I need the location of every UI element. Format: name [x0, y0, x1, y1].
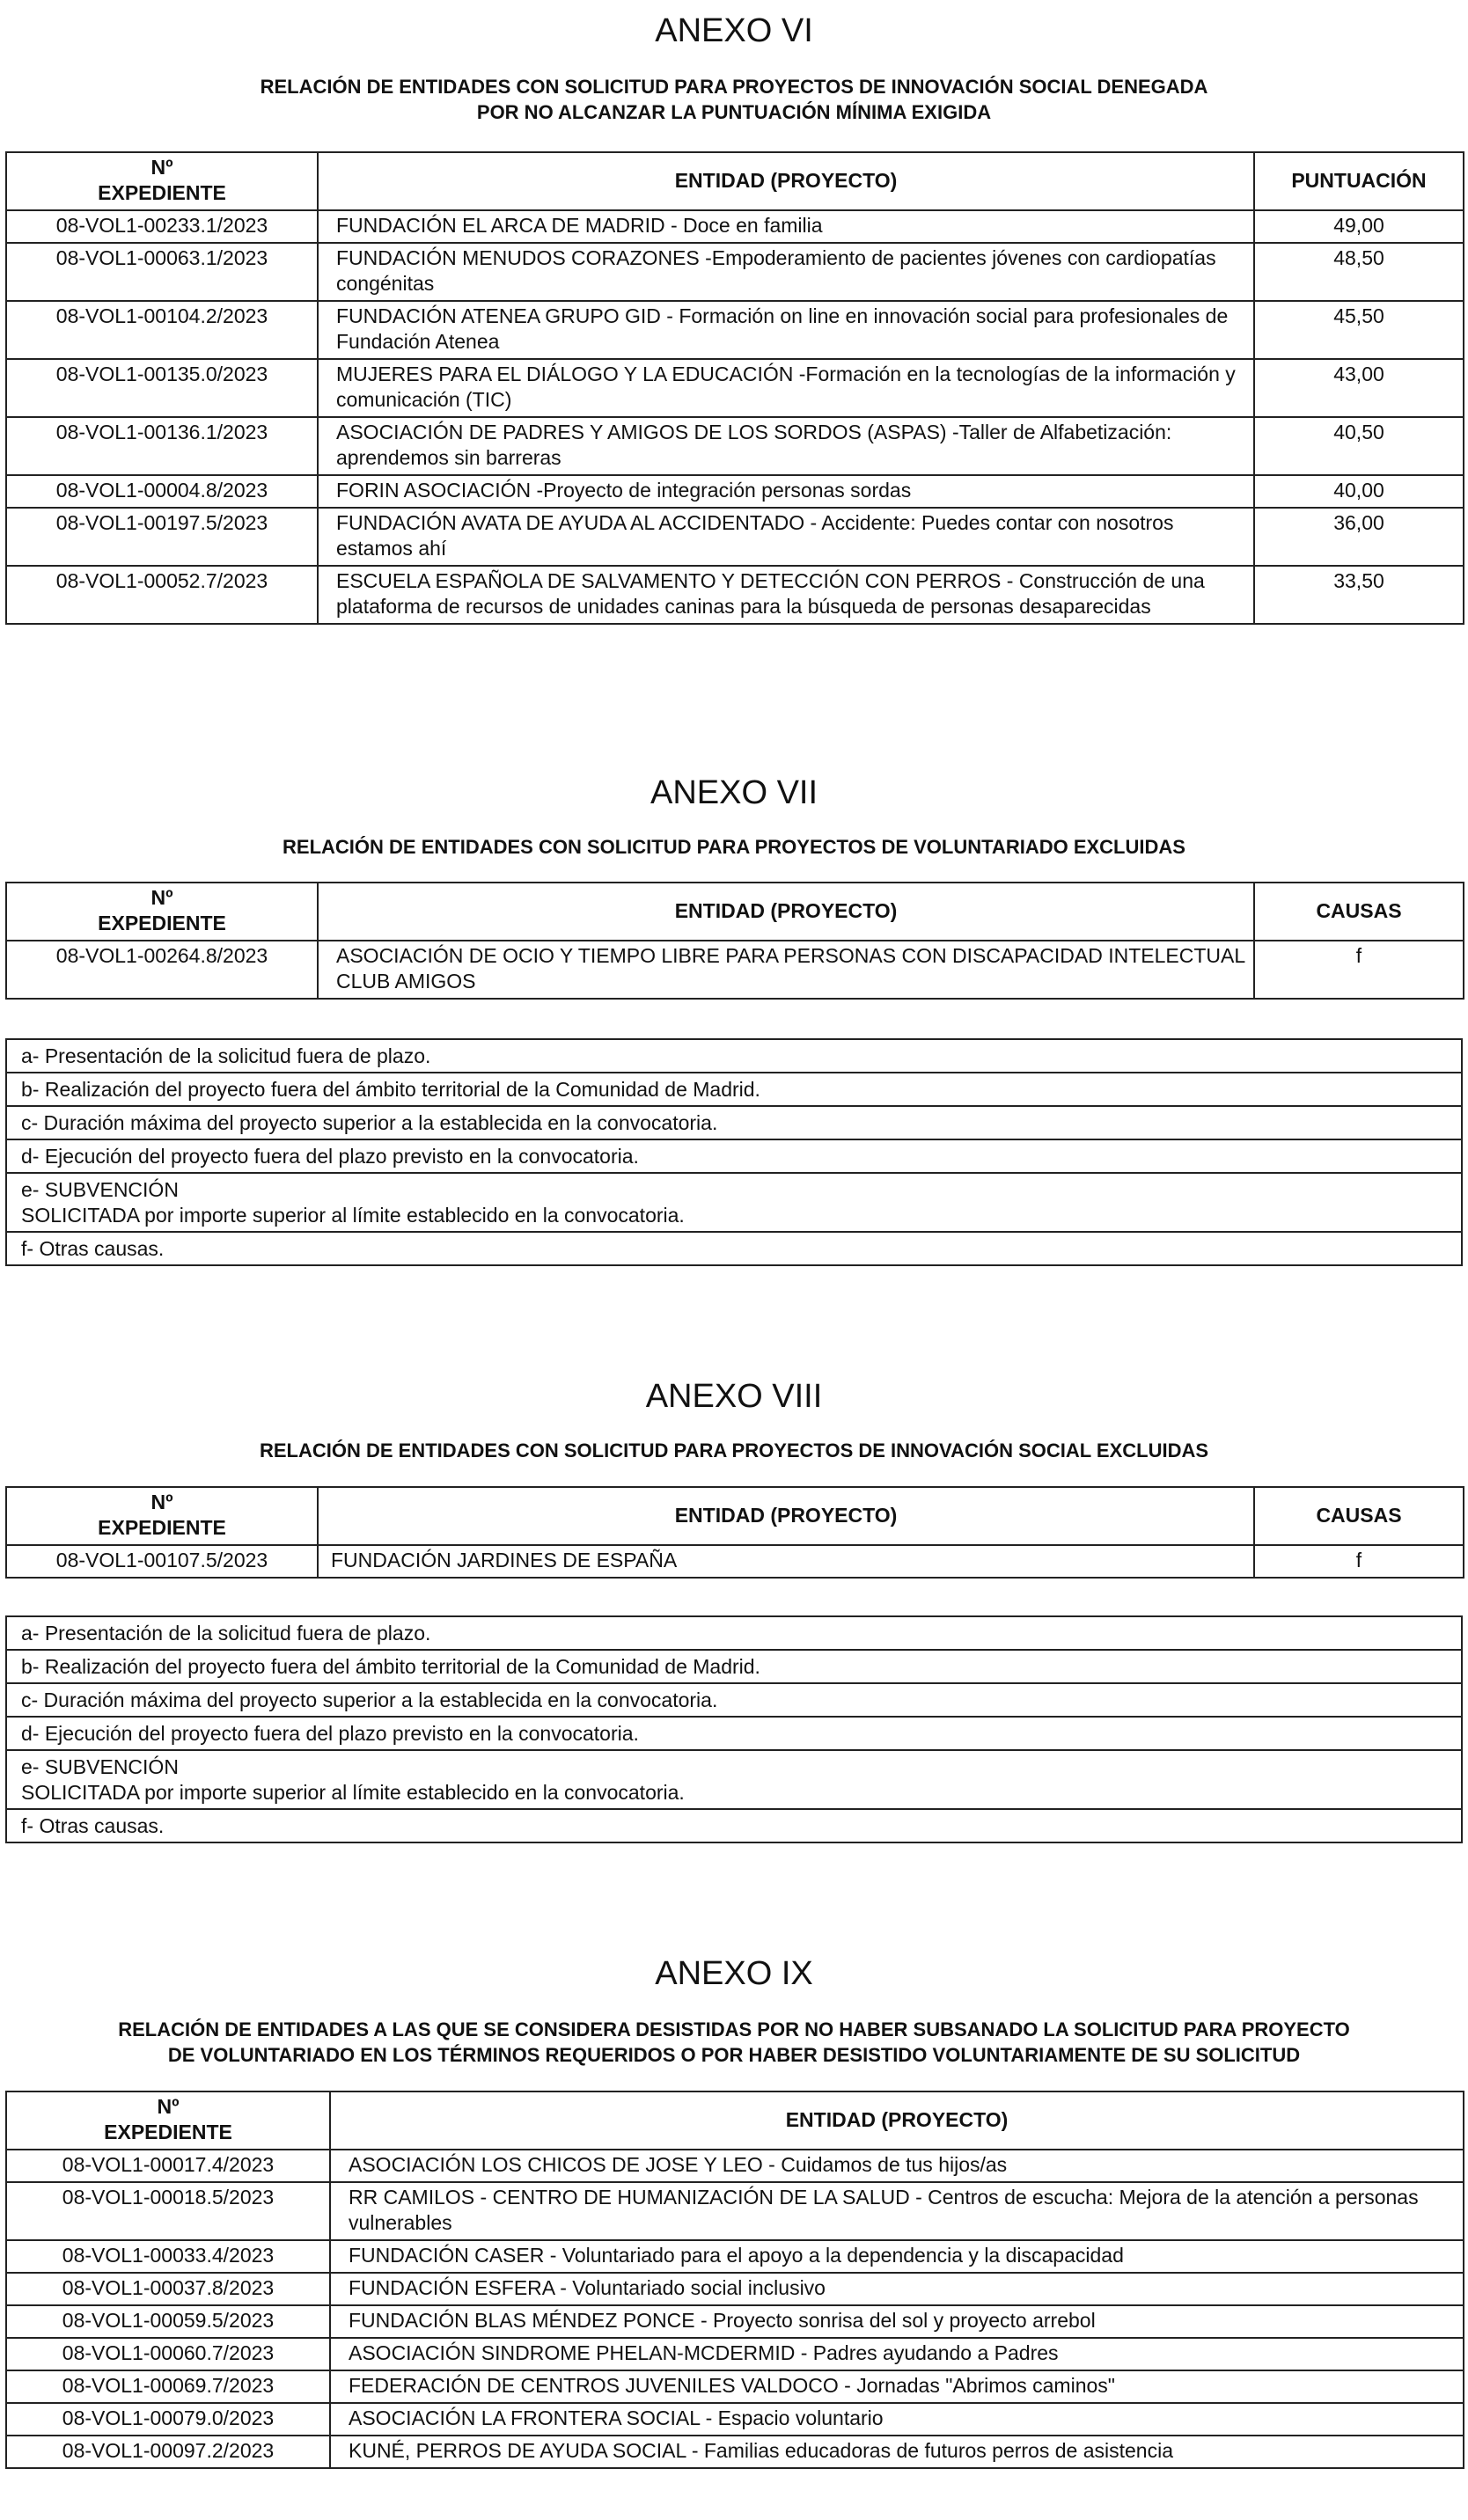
entidad-cell: RR CAMILOS - CENTRO DE HUMANIZACIÓN DE LA SALUD - Centros de escucha: Mejora de la atención a personas vulnerables	[330, 2182, 1464, 2240]
expediente-cell: 08-VOL1-00197.5/2023	[6, 508, 318, 566]
entidad-cell: FUNDACIÓN JARDINES DE ESPAÑA	[318, 1545, 1254, 1578]
legend-row	[6, 1173, 1462, 1232]
header-no: Nº	[150, 886, 173, 909]
expediente-cell: 08-VOL1-00004.8/2023	[6, 475, 318, 508]
entidad-cell: ASOCIACIÓN DE PADRES Y AMIGOS DE LOS SORDOS (ASPAS) -Taller de Alfabetización: aprendemos sin barreras	[318, 417, 1254, 475]
header-no: Nº	[157, 2095, 180, 2118]
expediente-cell: 08-VOL1-00063.1/2023	[6, 243, 318, 301]
table-header-row	[6, 152, 1464, 210]
legend-item-e	[6, 1750, 1462, 1809]
table-row	[6, 475, 1464, 508]
entidad-cell: FEDERACIÓN DE CENTROS JUVENILES VALDOCO - Jornadas "Abrimos caminos"	[330, 2370, 1464, 2403]
entidad-cell: ASOCIACIÓN SINDROME PHELAN-MCDERMID - Padres ayudando a Padres	[330, 2338, 1464, 2370]
table-row	[6, 243, 1464, 301]
table-row	[6, 2338, 1464, 2370]
legend-item-a: a- Presentación de la solicitud fuera de plazo.	[6, 1039, 1462, 1073]
entidad-cell: FUNDACIÓN MENUDOS CORAZONES -Empoderamiento de pacientes jóvenes con cardiopatías congénitas	[318, 243, 1254, 301]
expediente-cell: 08-VOL1-00060.7/2023	[6, 2338, 330, 2370]
anexo-viii-legend	[5, 1615, 1463, 1843]
col-causas-header: CAUSAS	[1254, 1487, 1464, 1545]
col-entidad-header: ENTIDAD (PROYECTO)	[330, 2091, 1464, 2150]
col-puntuacion-header: PUNTUACIÓN	[1254, 152, 1464, 210]
table-row	[6, 2305, 1464, 2338]
entidad-cell: ASOCIACIÓN DE OCIO Y TIEMPO LIBRE PARA PERSONAS CON DISCAPACIDAD INTELECTUAL CLUB AMIGOS	[318, 941, 1254, 999]
puntuacion-cell: 48,50	[1254, 243, 1464, 301]
col-entidad-header: ENTIDAD (PROYECTO)	[318, 1487, 1254, 1545]
expediente-cell: 08-VOL1-00033.4/2023	[6, 2240, 330, 2273]
anexo-ix-subtitle-line1: RELACIÓN DE ENTIDADES A LAS QUE SE CONSIDERA DESISTIDAS POR NO HABER SUBSANADO LA SOLICITUD PARA PROYECTO	[118, 2018, 1350, 2040]
table-row	[6, 2273, 1464, 2305]
legend-row	[6, 1616, 1462, 1650]
anexo-vi-subtitle: RELACIÓN DE ENTIDADES CON SOLICITUD PARA PROYECTOS DE INNOVACIÓN SOCIAL DENEGADA POR NO ALCANZAR LA PUNTUACIÓN MÍNIMA EXIGIDA	[260, 76, 1208, 123]
legend-row	[6, 1650, 1462, 1683]
table-row	[6, 210, 1464, 243]
expediente-cell: 08-VOL1-00097.2/2023	[6, 2436, 330, 2468]
anexo-vii-title: ANEXO VII	[650, 774, 818, 811]
expediente-cell: 08-VOL1-00107.5/2023	[6, 1545, 318, 1578]
table-header-row	[6, 883, 1464, 941]
expediente-cell: 08-VOL1-00136.1/2023	[6, 417, 318, 475]
anexo-vi-table	[5, 151, 1464, 625]
anexo-vii-table	[5, 882, 1464, 1000]
anexo-viii-table	[5, 1486, 1464, 1579]
entidad-cell: FUNDACIÓN BLAS MÉNDEZ PONCE - Proyecto sonrisa del sol y proyecto arrebol	[330, 2305, 1464, 2338]
entidad-cell: FORIN ASOCIACIÓN -Proyecto de integración personas sordas	[318, 475, 1254, 508]
legend-item-f: f- Otras causas.	[6, 1809, 1462, 1842]
legend-row	[6, 1809, 1462, 1842]
entidad-cell: ESCUELA ESPAÑOLA DE SALVAMENTO Y DETECCIÓN CON PERROS - Construcción de una plataforma de recursos de unidades caninas para la búsqueda de personas desaparecidas	[318, 566, 1254, 624]
table-row	[6, 2403, 1464, 2436]
entidad-cell: FUNDACIÓN CASER - Voluntariado para el apoyo a la dependencia y la discapacidad	[330, 2240, 1464, 2273]
expediente-cell: 08-VOL1-00017.4/2023	[6, 2150, 330, 2182]
expediente-cell: 08-VOL1-00059.5/2023	[6, 2305, 330, 2338]
expediente-cell: 08-VOL1-00037.8/2023	[6, 2273, 330, 2305]
anexo-viii-title: ANEXO VIII	[645, 1378, 823, 1415]
entidad-cell: FUNDACIÓN ATENEA GRUPO GID - Formación on line en innovación social para profesionales de Fundación Atenea	[318, 301, 1254, 359]
legend-row	[6, 1139, 1462, 1173]
legend-item-b: b- Realización del proyecto fuera del ámbito territorial de la Comunidad de Madrid.	[6, 1650, 1462, 1683]
legend-row	[6, 1232, 1462, 1265]
legend-row	[6, 1073, 1462, 1106]
puntuacion-cell: 33,50	[1254, 566, 1464, 624]
puntuacion-cell: 45,50	[1254, 301, 1464, 359]
anexo-ix-subtitle-line2: DE VOLUNTARIADO EN LOS TÉRMINOS REQUERIDOS O POR HABER DESISTIDO VOLUNTARIAMENTE DE SU SOLICITUD	[167, 2044, 1301, 2066]
expediente-cell: 08-VOL1-00079.0/2023	[6, 2403, 330, 2436]
expediente-cell: 08-VOL1-00018.5/2023	[6, 2182, 330, 2240]
table-row	[6, 301, 1464, 359]
table-row	[6, 941, 1464, 999]
entidad-cell: FUNDACIÓN ESFERA - Voluntariado social inclusivo	[330, 2273, 1464, 2305]
entidad-cell: FUNDACIÓN AVATA DE AYUDA AL ACCIDENTADO - Accidente: Puedes contar con nosotros estamos ahí	[318, 508, 1254, 566]
legend-item-e-line1: e- SUBVENCIÓN	[21, 1755, 179, 1778]
entidad-cell: KUNÉ, PERROS DE AYUDA SOCIAL - Familias educadoras de futuros perros de asistencia	[330, 2436, 1464, 2468]
table-row	[6, 359, 1464, 417]
legend-item-a: a- Presentación de la solicitud fuera de plazo.	[6, 1616, 1462, 1650]
header-expediente: EXPEDIENTE	[98, 912, 226, 934]
entidad-cell: MUJERES PARA EL DIÁLOGO Y LA EDUCACIÓN -Formación en la tecnologías de la información y comunicación (TIC)	[318, 359, 1254, 417]
anexo-vii-subtitle: RELACIÓN DE ENTIDADES CON SOLICITUD PARA PROYECTOS DE VOLUNTARIADO EXCLUIDAS	[283, 836, 1185, 858]
entidad-cell: ASOCIACIÓN LA FRONTERA SOCIAL - Espacio voluntario	[330, 2403, 1464, 2436]
puntuacion-cell: 40,00	[1254, 475, 1464, 508]
entidad-cell: ASOCIACIÓN LOS CHICOS DE JOSE Y LEO - Cuidamos de tus hijos/as	[330, 2150, 1464, 2182]
col-expediente-header	[6, 2091, 330, 2150]
header-no: Nº	[150, 1491, 173, 1513]
puntuacion-cell: 49,00	[1254, 210, 1464, 243]
col-causas-header: CAUSAS	[1254, 883, 1464, 941]
header-no: Nº	[150, 156, 173, 179]
legend-item-d: d- Ejecución del proyecto fuera del plazo previsto en la convocatoria.	[6, 1139, 1462, 1173]
puntuacion-cell: 40,50	[1254, 417, 1464, 475]
legend-item-e-line1: e- SUBVENCIÓN	[21, 1178, 179, 1201]
legend-item-b: b- Realización del proyecto fuera del ámbito territorial de la Comunidad de Madrid.	[6, 1073, 1462, 1106]
legend-item-e-line2: SOLICITADA por importe superior al límite establecido en la convocatoria.	[21, 1204, 685, 1227]
legend-item-f: f- Otras causas.	[6, 1232, 1462, 1265]
causa-cell: f	[1254, 1545, 1464, 1578]
puntuacion-cell: 43,00	[1254, 359, 1464, 417]
table-row	[6, 508, 1464, 566]
legend-item-e	[6, 1173, 1462, 1232]
table-row	[6, 417, 1464, 475]
entidad-cell: FUNDACIÓN EL ARCA DE MADRID - Doce en familia	[318, 210, 1254, 243]
header-expediente: EXPEDIENTE	[98, 1516, 226, 1539]
table-row	[6, 1545, 1464, 1578]
expediente-cell: 08-VOL1-00104.2/2023	[6, 301, 318, 359]
puntuacion-cell: 36,00	[1254, 508, 1464, 566]
legend-item-d: d- Ejecución del proyecto fuera del plazo previsto en la convocatoria.	[6, 1717, 1462, 1750]
anexo-ix-title: ANEXO IX	[655, 1955, 813, 1992]
legend-row	[6, 1750, 1462, 1809]
legend-item-c: c- Duración máxima del proyecto superior a la establecida en la convocatoria.	[6, 1683, 1462, 1717]
table-row	[6, 2182, 1464, 2240]
header-expediente: EXPEDIENTE	[98, 181, 226, 204]
anexo-ix-table	[5, 2091, 1464, 2469]
legend-row	[6, 1039, 1462, 1073]
expediente-cell: 08-VOL1-00233.1/2023	[6, 210, 318, 243]
legend-item-c: c- Duración máxima del proyecto superior a la establecida en la convocatoria.	[6, 1106, 1462, 1139]
legend-item-e-line2: SOLICITADA por importe superior al límite establecido en la convocatoria.	[21, 1781, 685, 1804]
col-expediente-header	[6, 1487, 318, 1545]
col-entidad-header: ENTIDAD (PROYECTO)	[318, 152, 1254, 210]
expediente-cell: 08-VOL1-00264.8/2023	[6, 941, 318, 999]
expediente-cell: 08-VOL1-00069.7/2023	[6, 2370, 330, 2403]
legend-row	[6, 1106, 1462, 1139]
anexo-viii-subtitle: RELACIÓN DE ENTIDADES CON SOLICITUD PARA PROYECTOS DE INNOVACIÓN SOCIAL EXCLUIDAS	[259, 1439, 1209, 1461]
col-expediente-header	[6, 152, 318, 210]
col-entidad-header: ENTIDAD (PROYECTO)	[318, 883, 1254, 941]
legend-row	[6, 1683, 1462, 1717]
expediente-cell: 08-VOL1-00052.7/2023	[6, 566, 318, 624]
table-row	[6, 2150, 1464, 2182]
table-row	[6, 2370, 1464, 2403]
legend-row	[6, 1717, 1462, 1750]
table-header-row	[6, 2091, 1464, 2150]
anexo-vii-legend	[5, 1038, 1463, 1266]
table-header-row	[6, 1487, 1464, 1545]
table-row	[6, 2436, 1464, 2468]
expediente-cell: 08-VOL1-00135.0/2023	[6, 359, 318, 417]
anexo-vi-title: ANEXO VI	[655, 12, 813, 49]
col-expediente-header	[6, 883, 318, 941]
header-expediente: EXPEDIENTE	[104, 2121, 232, 2143]
table-row	[6, 566, 1464, 624]
table-row	[6, 2240, 1464, 2273]
causa-cell: f	[1254, 941, 1464, 999]
